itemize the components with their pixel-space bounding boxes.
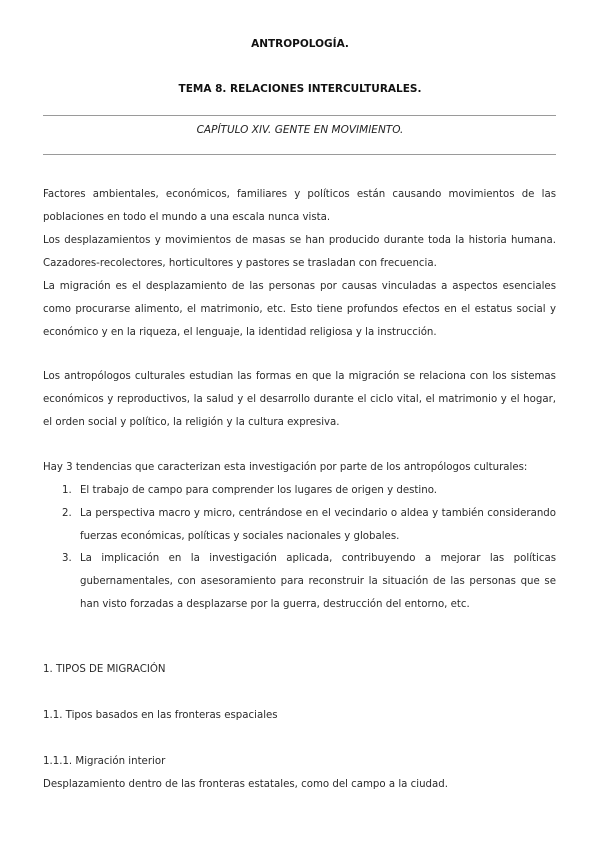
intro-paragraph-4: Los antropólogos culturales estudian las formas en que la migración se relaciona con los sistemas económicos y reproductivos, la salud y el desarrollo durante el ciclo vital, el matrimonio y el hogar, el orden social y político, la religión y la cultura expresiva.	[43, 371, 556, 428]
intro-paragraph-2: Los desplazamientos y movimientos de masas se han producido durante toda la historia humana. Cazadores-recolectores, horticultores y pastores se trasladan con frecuencia.	[43, 235, 556, 269]
chapter-title: CAPÍTULO XIV. GENTE EN MOVIMIENTO.	[196, 124, 404, 136]
intro-paragraph-3: La migración es el desplazamiento de las personas por causas vinculadas a aspectos esenciales como procurarse alimento, el matrimonio, etc. Esto tiene profundos efectos en el estatus social y económico y en la riqueza, el lenguaje, la identidad religiosa y la instrucción.	[43, 281, 556, 338]
list-item-number: 1.	[62, 485, 72, 496]
intro-paragraph-1: Factores ambientales, económicos, familiares y políticos están causando movimientos de las poblaciones en todo el mundo a una escala nunca vista.	[43, 189, 556, 223]
list-item	[43, 503, 556, 549]
subject-title: ANTROPOLOGÍA.	[251, 38, 349, 50]
tendencies-list	[43, 480, 556, 617]
theme-title: TEMA 8. RELACIONES INTERCULTURALES.	[178, 83, 422, 95]
section-heading-1-1-1: 1.1.1. Migración interior	[43, 756, 166, 767]
divider-top	[43, 115, 556, 116]
tendencies-intro: Hay 3 tendencias que caracterizan esta investigación por parte de los antropólogos culturales:	[43, 462, 528, 473]
list-item-number: 2.	[62, 507, 72, 519]
list-item-number: 3.	[62, 553, 72, 565]
list-item-text: La perspectiva macro y micro, centrándose en el vecindario o aldea y también considerando fuerzas económicas, políticas y sociales nacionales y globales.	[80, 507, 556, 542]
section-1-1-1-text: Desplazamiento dentro de las fronteras estatales, como del campo a la ciudad.	[43, 779, 448, 790]
section-heading-1: 1. TIPOS DE MIGRACIÓN	[43, 664, 166, 675]
list-item-text: La implicación en la investigación aplicada, contribuyendo a mejorar las políticas gubernamentales, con asesoramiento para reconstruir la situación de las personas que se han visto forzadas a desplazarse por la guerra, destrucción del entorno, etc.	[80, 553, 556, 610]
list-item	[43, 548, 556, 616]
divider-bottom	[43, 154, 556, 155]
list-item-text: El trabajo de campo para comprender los lugares de origen y destino.	[80, 485, 437, 496]
section-heading-1-1: 1.1. Tipos basados en las fronteras espaciales	[43, 710, 278, 721]
list-item	[43, 480, 556, 503]
